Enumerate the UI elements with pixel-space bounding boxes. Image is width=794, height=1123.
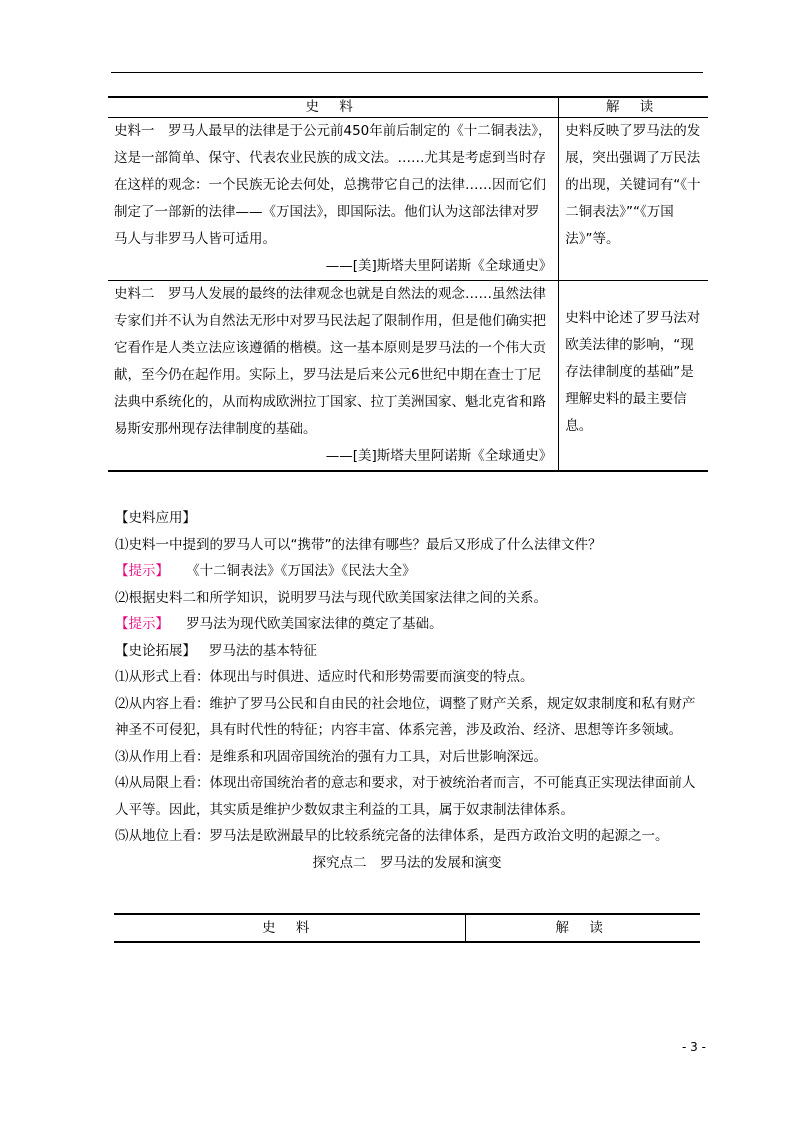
feature-item: ⑵从内容上看：维护了罗马公民和自由民的社会地位，调整了财产关系，规定奴隶制度和私有财产神圣不可侵犯，具有时代性的特征；内容丰富、体系完善，涉及政治、经济、思想等许多领域。 [115,695,696,738]
table-row [108,281,708,472]
question-1: ⑴史料一中提到的罗马人可以“携带”的法律有哪些？最后又形成了什么法律文件？ [115,536,602,553]
tip-label: 【提示】 [115,616,169,632]
table-row [108,118,708,281]
feature-item: ⑶从作用上看：是维系和巩固帝国统治的强有力工具，对后世影响深远。 [115,748,547,765]
source-citation: ——[美]斯塔夫里阿诺斯《全球通史》 [325,258,553,274]
content-body [115,505,699,876]
application-heading: 【史料应用】 [115,510,196,526]
page-number: - 3 - [682,1040,706,1054]
source-cell [108,281,559,472]
question-2: ⑵根据史料二和所学知识，说明罗马法与现代欧美国家法律之间的关系。 [115,589,547,606]
extension-title: 罗马法的基本特征 [208,642,317,659]
answer-2 [115,611,699,638]
interpretation-cell: 史料反映了罗马法的发展，突出强调了万民法的出现，关键词有“《十二铜表法》”“《万国法》”等。 [559,118,708,281]
header-rule [111,72,703,73]
source-table-2 [114,913,700,943]
feature-item: ⑴从形式上看：体现出与时俱进、适应时代和形势需要而演变的特点。 [115,669,534,685]
answer-1 [115,558,699,585]
feature-item: ⑸从地位上看：罗马法是欧洲最早的比较系统完备的法律体系，是西方政治文明的起源之一。 [115,828,669,844]
header-interpretation: 解 读 [559,97,708,118]
interpretation-cell: 史料中论述了罗马法对欧美法律的影响，“现存法律制度的基础”是理解史料的最主要信息。 [559,281,708,472]
tip-label: 【提示】 [115,563,169,579]
table-header-row [108,97,708,118]
source-citation: ——[美]斯塔夫里阿诺斯《全球通史》 [325,448,553,464]
source-text: 史料一 罗马人最早的法律是于公元前450年前后制定的《十二铜表法》，这是一部简单、保守、代表农业民族的成文法。……尤其是考虑到当时存在这样的观念：一个民族无论去何处，总携带它自己的法律……因而它们制定了一部新的法律——《万国法》，即国际法。他们认为这部法律对罗马人与非罗马人皆可适用。 [114,123,552,247]
header-interpretation: 解 读 [466,914,700,942]
feature-item: ⑷从局限上看：体现出帝国统治者的意志和要求，对于被统治者而言，不可能真正实现法律面前人人平等。因此，其实质是维护少数奴隶主利益的工具，属于奴隶制法律体系。 [115,775,696,818]
extension-heading: 【史论拓展】 [115,642,196,659]
answer-1-text: 《十二铜表法》《万国法》《民法大全》 [186,563,416,579]
table-header-row [114,914,700,942]
extension-heading-line [115,638,699,665]
source-table-1 [108,96,708,472]
header-sources: 史 料 [114,914,466,942]
answer-2-text: 罗马法为现代欧美国家法律的奠定了基础。 [186,616,443,632]
header-sources: 史 料 [108,97,559,118]
source-text: 史料二 罗马人发展的最终的法律观念也就是自然法的观念……虽然法律专家们并不认为自然法无形中对罗马民法起了限制作用，但是他们确实把它看作是人类立法应该遵循的楷模。这一基本原则是罗马法的一个伟大贡献，至今仍在起作用。实际上，罗马法是后来公元6世纪中期在查士丁尼法典中系统化的，从而构成欧洲拉丁国家、拉丁美洲国家、魁北克省和路易斯安那州现存法律制度的基础。 [114,286,546,437]
section-2-title: 探究点二 罗马法的发展和演变 [312,854,502,871]
source-cell [108,118,559,281]
